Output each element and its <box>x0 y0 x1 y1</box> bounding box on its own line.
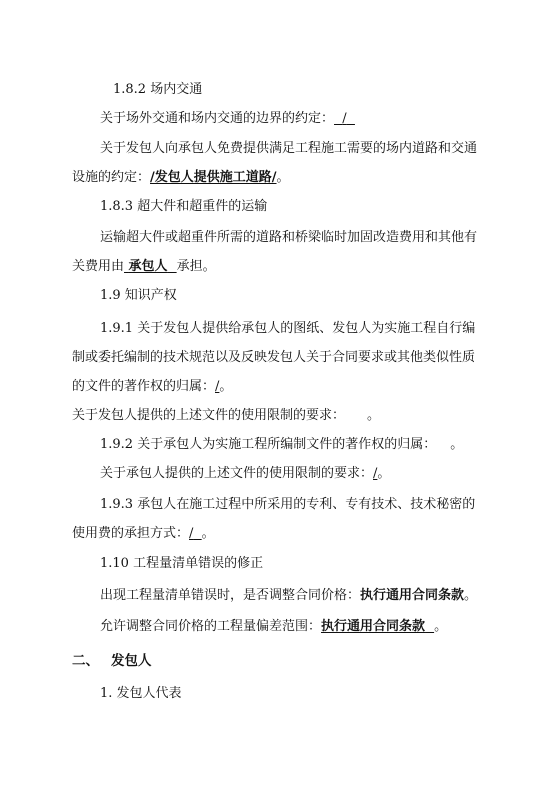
quantity-range-value: 执行通用合同条款 <box>321 619 426 634</box>
chapter-2-heading <box>72 652 152 670</box>
patent-fee-value: / <box>189 526 194 541</box>
chapter-2-title: 发包人 <box>111 653 152 669</box>
contractor-ip-clause: 1.9.2 关于承包人为实施工程所编制文件的著作权的归属： 。 <box>100 437 464 452</box>
ip-clause-line-1: 1.9.1 关于发包人提供给承包人的图纸、发包人为实施工程自行编 <box>100 321 476 336</box>
road-clause-line-2: 设施的约定：/发包人提供施工道路/。 <box>72 170 290 185</box>
section-1-8-3-heading: 1.8.3 超大件和超重件的运输 <box>100 199 268 214</box>
patent-clause-line-1: 1.9.3 承包人在施工过程中所采用的专利、专有技术、技术秘密的 <box>100 497 476 512</box>
boundary-value: / <box>342 111 347 126</box>
ip-ownership-value: / <box>215 379 220 394</box>
ip-clause-line-3: 的文件的著作权的归属：/。 <box>72 379 233 394</box>
employer-representative-heading: 1. 发包人代表 <box>100 686 182 701</box>
patent-clause-line-2: 使用费的承担方式：/ 。 <box>72 526 215 541</box>
section-1-9-heading: 1.9 知识产权 <box>100 288 177 303</box>
contractor-limit-clause: 关于承包人提供的上述文件的使用限制的要求：/。 <box>100 466 391 481</box>
ip-clause-line-2: 制或委托编制的技术规范以及反映发包人关于合同要求或其他类似性质 <box>72 350 476 365</box>
road-value: /发包人提供施工道路/ <box>150 170 277 185</box>
transport-clause-line-2: 关费用由 承包人 承担。 <box>72 259 216 274</box>
road-clause-line-1: 关于发包人向承包人免费提供满足工程施工需要的场内道路和交通 <box>100 141 478 156</box>
contractor-ip-value <box>436 437 450 452</box>
ip-limit-value <box>345 408 367 423</box>
boundary-clause <box>100 110 355 128</box>
transport-bearer: 承包人 <box>128 259 168 274</box>
section-1-10-heading: 1.10 工程量清单错误的修正 <box>100 556 264 571</box>
boundary-label: 关于场外交通和场内交通的边界的约定： <box>100 111 335 126</box>
transport-clause-line-1: 运输超大件或超重件所需的道路和桥梁临时加固改造费用和其他有 <box>100 230 478 245</box>
quantity-error-clause: 出现工程量清单错误时，是否调整合同价格：执行通用合同条款。 <box>100 588 478 603</box>
quantity-range-clause: 允许调整合同价格的工程量偏差范围：执行通用合同条款 。 <box>100 619 448 634</box>
quantity-error-value: 执行通用合同条款 <box>360 588 465 603</box>
chapter-2-number: 二、 <box>72 653 99 669</box>
section-1-8-2-heading: 1.8.2 场内交通 <box>113 82 203 97</box>
contractor-limit-value: / <box>373 466 378 481</box>
ip-limit-clause: 关于发包人提供的上述文件的使用限制的要求： 。 <box>72 408 381 423</box>
